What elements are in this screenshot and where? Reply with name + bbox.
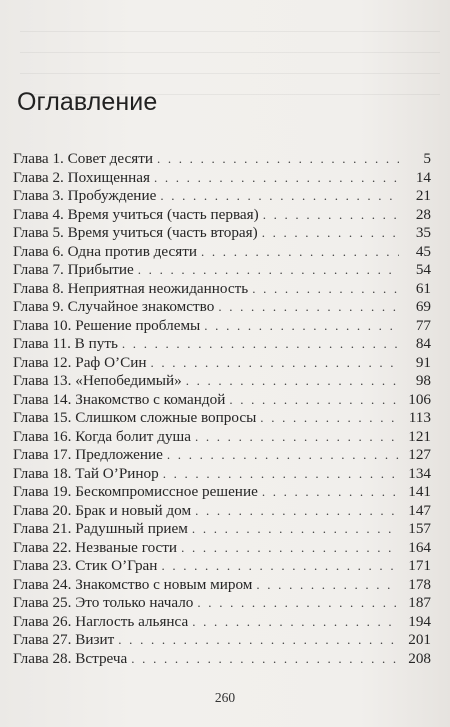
toc-entry-page: 61 — [415, 279, 431, 297]
toc-dot-leader — [195, 502, 399, 521]
toc-dot-leader — [229, 391, 399, 410]
toc-dot-leader — [192, 520, 399, 539]
toc-entry-page: 84 — [415, 335, 431, 352]
toc-dot-leader — [138, 261, 399, 280]
toc-entry-page: 21 — [415, 187, 431, 204]
toc-dot-leader — [192, 613, 399, 632]
toc-entry — [13, 428, 431, 447]
toc-entry-page: 178 — [408, 575, 431, 593]
toc-entry — [13, 594, 431, 613]
toc-entry-title: Глава 15. Слишком сложные вопросы — [13, 409, 257, 426]
toc-dot-leader — [167, 446, 399, 465]
toc-entry-title: Глава 13. «Непобедимый» — [13, 372, 182, 389]
toc-entry-page: 134 — [408, 464, 431, 482]
toc-entry-page: 157 — [408, 520, 431, 537]
toc-entry-title: Глава 4. Время учиться (часть первая) — [13, 205, 259, 223]
page-number: 260 — [214, 690, 236, 705]
toc-dot-leader — [122, 335, 399, 354]
toc-entry — [13, 280, 431, 299]
toc-entry-title: Глава 8. Неприятная неожиданность — [13, 279, 249, 297]
toc-entry — [13, 206, 431, 225]
toc-entry-page: 106 — [408, 390, 431, 408]
toc-entry-page: 54 — [415, 261, 431, 278]
toc-entry-title: Глава 19. Бескомпромиссное решение — [13, 483, 258, 500]
toc-entry — [13, 372, 431, 391]
toc-entry-title: Глава 26. Наглость альянса — [13, 612, 189, 630]
toc-entry-title: Глава 21. Радушный прием — [13, 520, 188, 537]
toc-entry-page: 91 — [415, 353, 431, 371]
toc-entry-title: Глава 7. Прибытие — [13, 261, 134, 278]
toc-dot-leader — [150, 354, 399, 373]
toc-entry — [13, 354, 431, 373]
toc-dot-leader — [186, 372, 399, 391]
toc-dot-leader — [252, 280, 399, 299]
toc-entry-page: 164 — [408, 538, 431, 556]
toc-entry — [13, 243, 431, 262]
toc-dot-leader — [204, 317, 399, 336]
toc-entry-title: Глава 6. Одна против десяти — [13, 242, 197, 260]
toc-dot-leader — [218, 298, 399, 317]
toc-dot-leader — [118, 631, 399, 650]
toc-dot-leader — [201, 243, 399, 262]
toc-entry-title: Глава 28. Встреча — [13, 649, 128, 667]
toc-entry-page: 69 — [415, 298, 431, 315]
toc-entry-title: Глава 9. Случайное знакомство — [13, 298, 215, 315]
toc-entry — [13, 335, 431, 354]
toc-entry — [13, 631, 431, 650]
toc-entry-title: Глава 5. Время учиться (часть вторая) — [13, 224, 258, 241]
toc-entry — [13, 446, 431, 465]
toc-entry-page: 14 — [415, 168, 431, 186]
toc-entry-title: Глава 17. Предложение — [13, 446, 163, 463]
toc-dot-leader — [160, 187, 399, 206]
toc-entry — [13, 169, 431, 188]
toc-dot-leader — [263, 206, 399, 225]
toc-entry-title: Глава 3. Пробуждение — [13, 187, 157, 204]
toc-entry-title: Глава 20. Брак и новый дом — [13, 501, 192, 519]
toc-dot-leader — [181, 539, 399, 558]
toc-entry-title: Глава 11. В путь — [13, 335, 118, 352]
toc-entry — [13, 224, 431, 243]
toc-entry-page: 5 — [423, 150, 431, 167]
toc-entry-page: 35 — [415, 224, 431, 241]
toc-entry — [13, 613, 431, 632]
toc-entry — [13, 539, 431, 558]
toc-entry-page: 147 — [408, 501, 431, 519]
toc-entry-title: Глава 1. Совет десяти — [13, 150, 153, 167]
toc-entry — [13, 298, 431, 317]
toc-entry-title: Глава 18. Тай О’Ринор — [13, 464, 159, 482]
toc-entry-page: 45 — [415, 242, 431, 260]
toc-dot-leader — [256, 576, 399, 595]
toc-dot-leader — [260, 409, 399, 428]
toc-entry-title: Глава 14. Знакомство с командой — [13, 390, 226, 408]
toc-entry-page: 194 — [408, 612, 431, 630]
toc-dot-leader — [157, 150, 399, 169]
toc-entry — [13, 391, 431, 410]
toc-entry — [13, 409, 431, 428]
toc-entry — [13, 465, 431, 484]
toc-dot-leader — [195, 428, 399, 447]
toc-entry-page: 171 — [408, 557, 431, 574]
toc-entry-title: Глава 25. Это только начало — [13, 594, 194, 611]
toc-entry-page: 121 — [408, 427, 431, 445]
toc-entry — [13, 557, 431, 576]
toc-entry-title: Глава 23. Стик О’Гран — [13, 557, 158, 574]
toc-entry-title: Глава 27. Визит — [13, 631, 115, 648]
toc-dot-leader — [154, 169, 399, 188]
toc-entry-title: Глава 24. Знакомство с новым миром — [13, 575, 253, 593]
table-of-contents — [13, 150, 431, 668]
toc-entry-title: Глава 12. Раф О’Син — [13, 353, 147, 371]
toc-entry-page: 98 — [415, 372, 431, 389]
toc-dot-leader — [262, 224, 399, 243]
toc-entry-page: 127 — [408, 446, 431, 463]
toc-entry — [13, 317, 431, 336]
toc-dot-leader — [131, 650, 399, 669]
toc-dot-leader — [161, 557, 399, 576]
toc-entry-page: 77 — [415, 316, 431, 334]
toc-entry-title: Глава 22. Незваные гости — [13, 538, 178, 556]
toc-entry-title: Глава 16. Когда болит душа — [13, 427, 191, 445]
toc-dot-leader — [163, 465, 399, 484]
toc-entry-page: 187 — [408, 594, 431, 611]
toc-dot-leader — [197, 594, 399, 613]
toc-entry-page: 208 — [408, 649, 431, 667]
toc-entry — [13, 520, 431, 539]
toc-entry-page: 113 — [408, 409, 431, 426]
toc-entry — [13, 187, 431, 206]
toc-entry — [13, 150, 431, 169]
toc-entry-title: Глава 2. Похищенная — [13, 168, 150, 186]
toc-entry — [13, 483, 431, 502]
toc-entry — [13, 261, 431, 280]
toc-entry — [13, 650, 431, 669]
toc-entry-title: Глава 10. Решение проблемы — [13, 316, 201, 334]
toc-entry-page: 28 — [415, 205, 431, 223]
toc-entry-page: 141 — [408, 483, 431, 500]
toc-dot-leader — [262, 483, 399, 502]
toc-entry — [13, 502, 431, 521]
toc-entry — [13, 576, 431, 595]
toc-heading: Оглавление — [17, 88, 158, 116]
toc-entry-page: 201 — [408, 631, 431, 648]
